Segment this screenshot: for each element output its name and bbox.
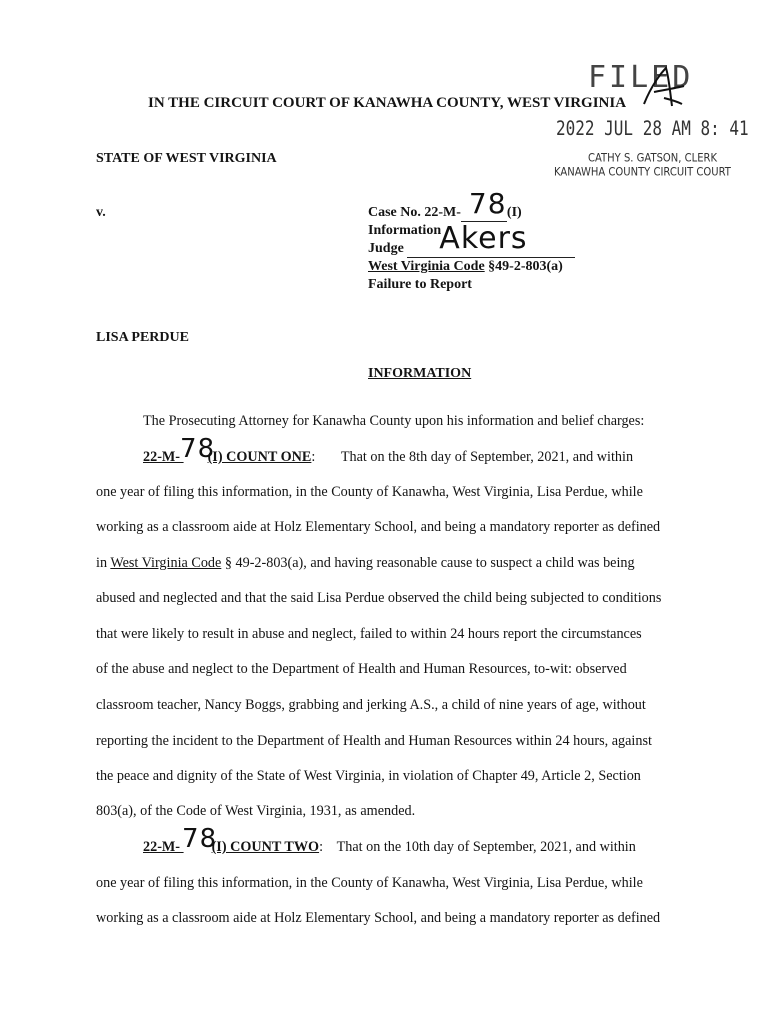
filed-stamp: FILED	[588, 60, 694, 95]
count-one-prefix: 22-M-	[143, 449, 181, 465]
defendant: LISA PERDUE	[96, 330, 189, 345]
judge-label: Judge	[368, 241, 404, 256]
count-two-line: working as a classroom aide at Holz Elementary School, and being a mandatory reporter as defined	[96, 910, 661, 926]
charge: Failure to Report	[368, 277, 472, 292]
count-two-line: one year of filing this information, in the County of Kanawha, West Virginia, Lisa Perdue, while	[96, 875, 643, 891]
count-one-line: one year of filing this information, in the County of Kanawha, West Virginia, Lisa Perdue, while	[96, 484, 643, 500]
code-citation	[368, 259, 563, 275]
count-one-number-handwritten: 78	[180, 434, 216, 464]
count-one-heading	[143, 434, 634, 466]
versus: v.	[96, 205, 106, 220]
judge-blank	[407, 221, 575, 258]
court-title: IN THE CIRCUIT COURT OF KANAWHA COUNTY, WEST VIRGINIA	[148, 95, 627, 111]
count-one-line: the peace and dignity of the State of West Virginia, in violation of Chapter 49, Article 2, Section	[96, 768, 641, 784]
count-one-line: of the abuse and neglect to the Department of Health and Human Resources, to-wit: observed	[96, 661, 627, 677]
code-section: §49-2-803(a)	[488, 259, 563, 274]
code-line-link: West Virginia Code	[110, 555, 222, 571]
count-one-label: (I) COUNT ONE	[207, 449, 312, 465]
count-two-label: (I) COUNT TWO	[211, 839, 320, 855]
clerk-court: KANAWHA COUNTY CIRCUIT COURT	[554, 166, 731, 179]
filed-signature-mark	[636, 64, 688, 112]
count-one-line: working as a classroom aide at Holz Elementary School, and being a mandatory reporter as defined	[96, 519, 661, 535]
count-one-first-line: That on the 8th day of September, 2021, and within	[340, 449, 634, 465]
count-one-line: reporting the incident to the Department of Health and Human Resources within 24 hours, against	[96, 733, 652, 749]
count-one-number-blank	[180, 434, 216, 466]
filed-datetime: 2022 JUL 28 AM 8: 41	[556, 117, 749, 140]
count-two-colon: :	[319, 839, 324, 855]
code-line-prefix: in	[96, 555, 111, 571]
code-line-rest: § 49-2-803(a), and having reasonable cause to suspect a child was being	[221, 555, 635, 571]
count-one-code-line	[96, 555, 635, 572]
count-two-first-line: That on the 10th day of September, 2021, and within	[336, 839, 636, 855]
case-suffix: (I)	[506, 205, 522, 220]
count-one-line: 803(a), of the Code of West Virginia, 1931, as amended.	[96, 803, 416, 819]
count-two-number-blank	[180, 824, 218, 856]
count-two-prefix: 22-M-	[143, 839, 181, 855]
count-one-line: classroom teacher, Nancy Boggs, grabbing and jerking A.S., a child of nine years of age, without	[96, 697, 646, 713]
case-number-blank	[461, 187, 507, 222]
case-number-line	[368, 187, 522, 222]
count-one-colon: :	[311, 449, 316, 465]
count-two-heading	[143, 824, 636, 856]
intro-paragraph: The Prosecuting Attorney for Kanawha County upon his information and belief charges:	[143, 413, 645, 429]
plaintiff: STATE OF WEST VIRGINIA	[96, 151, 277, 166]
judge-handwritten: Akers	[439, 221, 528, 256]
count-one-line: abused and neglected and that the said Lisa Perdue observed the child being subjected to conditions	[96, 590, 662, 606]
count-one-line: that were likely to result in abuse and neglect, failed to within 24 hours report the circumstances	[96, 626, 642, 642]
information-label: Information	[368, 223, 442, 238]
case-prefix: Case No. 22-M-	[368, 205, 461, 220]
count-two-number-handwritten: 78	[182, 824, 218, 854]
code-link: West Virginia Code	[368, 259, 485, 274]
document-heading: INFORMATION	[368, 366, 472, 381]
case-number-handwritten: 78	[468, 187, 507, 220]
clerk-name: CATHY S. GATSON, CLERK	[588, 152, 718, 165]
